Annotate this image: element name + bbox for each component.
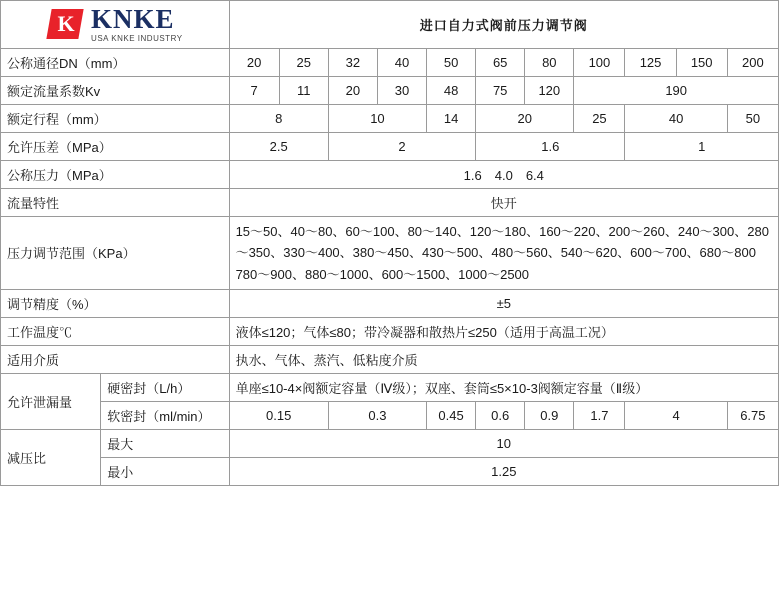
dn-value: 40: [377, 48, 426, 76]
table-row-accuracy: [1, 290, 779, 318]
row-label-flow-characteristic: 流量特性: [1, 188, 230, 216]
leakage-soft-value: 0.45: [427, 402, 476, 430]
dp-value: 2: [328, 132, 475, 160]
medium-value: 执水、气体、蒸汽、低粘度介质: [229, 346, 778, 374]
table-row-pn: [1, 160, 779, 188]
pn-value: 1.6 4.0 6.4: [229, 160, 778, 188]
table-row-leakage-hard: [1, 374, 779, 402]
dn-value: 200: [727, 48, 778, 76]
dn-value: 50: [427, 48, 476, 76]
dn-value: 100: [574, 48, 625, 76]
row-label-ratio: 减压比: [1, 430, 101, 486]
dn-value: 32: [328, 48, 377, 76]
row-label-kv: 额定流量系数Kv: [1, 76, 230, 104]
flow-characteristic-value: 快开: [229, 188, 778, 216]
ratio-max-value: 10: [229, 430, 778, 458]
leakage-soft-value: 0.3: [328, 402, 426, 430]
row-label-temperature: 工作温度℃: [1, 318, 230, 346]
row-label-ratio-max: 最大: [101, 430, 229, 458]
table-row-dp: [1, 132, 779, 160]
row-label-leakage-soft: 软密封（ml/min）: [101, 402, 229, 430]
table-row-pressure-range: [1, 216, 779, 289]
temperature-value: 液体≤120；气体≤80；带冷凝器和散热片≤250（适用于高温工况）: [229, 318, 778, 346]
table-row-kv: [1, 76, 779, 104]
row-label-accuracy: 调节精度（%）: [1, 290, 230, 318]
row-label-pressure-range: 压力调节范围（KPa）: [1, 216, 230, 289]
table-row-flow-characteristic: [1, 188, 779, 216]
kv-value: 30: [377, 76, 426, 104]
kv-value: 7: [229, 76, 279, 104]
dn-value: 125: [625, 48, 676, 76]
leakage-hard-value: 单座≤10-4×阀额定容量（Ⅳ级）；双座、套筒≤5×10-3阀额定容量（Ⅱ级）: [229, 374, 778, 402]
kv-value: 11: [279, 76, 328, 104]
kv-value: 20: [328, 76, 377, 104]
brand-logo-cell: [1, 1, 230, 49]
stroke-value: 8: [229, 104, 328, 132]
brand-tagline: USA KNKE INDUSTRY: [91, 34, 183, 44]
row-label-medium: 适用介质: [1, 346, 230, 374]
table-row-stroke: [1, 104, 779, 132]
dn-value: 80: [525, 48, 574, 76]
stroke-value: 10: [328, 104, 426, 132]
dn-value: 20: [229, 48, 279, 76]
dn-value: 150: [676, 48, 727, 76]
table-row-medium: [1, 346, 779, 374]
stroke-value: 14: [427, 104, 476, 132]
stroke-value: 20: [476, 104, 574, 132]
pressure-range-value: 15～50、40～80、60～100、80～140、120～180、160～220、200～260、240～300、280～350、330～400、380～450、430～500、480～560、540～620、600～700、680～800 780～900、880～1000、600～1500、1000～2500: [229, 216, 778, 289]
row-label-leakage: 允许泄漏量: [1, 374, 101, 430]
kv-value: 75: [476, 76, 525, 104]
leakage-soft-value: 1.7: [574, 402, 625, 430]
leakage-soft-value: 0.6: [476, 402, 525, 430]
stroke-value: 40: [625, 104, 727, 132]
table-header-row: [1, 1, 779, 49]
dn-value: 25: [279, 48, 328, 76]
page-title: 进口自力式阀前压力调节阀: [229, 1, 778, 49]
dp-value: 1.6: [476, 132, 625, 160]
table-row-temperature: [1, 318, 779, 346]
table-row-leakage-soft: [1, 402, 779, 430]
brand-name: KNKE: [91, 4, 175, 34]
leakage-soft-value: 0.15: [229, 402, 328, 430]
row-label-stroke: 额定行程（mm）: [1, 104, 230, 132]
row-label-leakage-hard: 硬密封（L/h）: [101, 374, 229, 402]
kv-value: 120: [525, 76, 574, 104]
accuracy-value: ±5: [229, 290, 778, 318]
table-row-dn: [1, 48, 779, 76]
stroke-value: 50: [727, 104, 778, 132]
leakage-soft-value: 0.9: [525, 402, 574, 430]
row-label-dn: 公称通径DN（mm）: [1, 48, 230, 76]
knke-logo-icon: [47, 7, 85, 41]
kv-value: 48: [427, 76, 476, 104]
table-row-ratio-min: [1, 458, 779, 486]
table-row-ratio-max: [1, 430, 779, 458]
logo-letter: K: [57, 11, 75, 37]
dn-value: 65: [476, 48, 525, 76]
row-label-ratio-min: 最小: [101, 458, 229, 486]
ratio-min-value: 1.25: [229, 458, 778, 486]
row-label-dp: 允许压差（MPa）: [1, 132, 230, 160]
stroke-value: 25: [574, 104, 625, 132]
kv-value-merged: 190: [574, 76, 779, 104]
dp-value: 1: [625, 132, 779, 160]
leakage-soft-value: 6.75: [727, 402, 778, 430]
row-label-pn: 公称压力（MPa）: [1, 160, 230, 188]
leakage-soft-value: 4: [625, 402, 727, 430]
dp-value: 2.5: [229, 132, 328, 160]
